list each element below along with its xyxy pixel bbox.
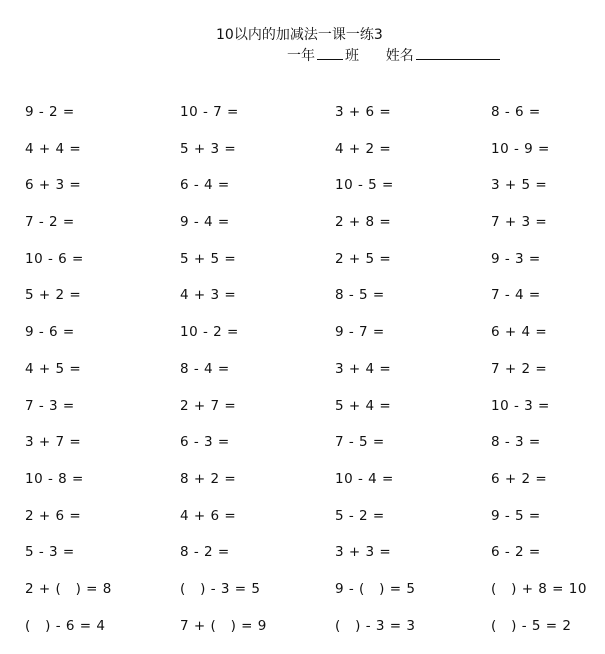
math-problem: 9 - 2 = <box>25 104 75 120</box>
grade-label: 一年 <box>287 48 315 64</box>
math-problem: 4 + 4 = <box>25 140 82 157</box>
math-problem: 10 - 8 = <box>25 470 84 487</box>
math-problem: 8 - 3 = <box>491 434 541 451</box>
name-blank[interactable] <box>416 45 500 60</box>
problem-row <box>25 434 600 471</box>
math-problem: 7 - 2 = <box>25 214 75 231</box>
math-problem: 10 - 7 = <box>180 104 239 120</box>
math-problem: 4 + 6 = <box>180 507 237 524</box>
math-problem: 6 - 2 = <box>491 544 541 561</box>
problem-row <box>25 618 600 654</box>
math-problem: 9 - 3 = <box>491 250 541 267</box>
math-problem: 2 + ( ) = 8 <box>25 580 112 597</box>
math-problem: 6 + 2 = <box>491 470 548 487</box>
math-problem: 5 - 3 = <box>25 544 75 561</box>
math-problem: 5 + 5 = <box>180 250 237 267</box>
problem-row <box>25 508 600 545</box>
math-problem: 6 + 4 = <box>491 324 548 341</box>
problem-row <box>25 251 600 288</box>
math-problem: 3 + 5 = <box>491 177 548 194</box>
math-problem: 5 + 3 = <box>180 140 237 157</box>
problem-row <box>25 177 600 214</box>
math-problem: 9 - 7 = <box>335 324 385 341</box>
math-problem: 10 - 4 = <box>335 470 394 487</box>
math-problem: 5 + 4 = <box>335 397 392 414</box>
math-problem: 3 + 4 = <box>335 360 392 377</box>
problem-row <box>25 544 600 581</box>
problem-row <box>25 398 600 435</box>
math-problem: 6 - 4 = <box>180 177 230 194</box>
math-problem: 2 + 5 = <box>335 250 392 267</box>
math-problem: 5 + 2 = <box>25 287 82 304</box>
problem-row <box>25 471 600 508</box>
problem-row <box>25 581 600 618</box>
math-problem: 8 - 5 = <box>335 287 385 304</box>
math-problem: 9 - ( ) = 5 <box>335 580 416 597</box>
math-problem: 9 - 4 = <box>180 214 230 231</box>
math-problem: 5 - 2 = <box>335 507 385 524</box>
math-problem: 8 - 4 = <box>180 360 230 377</box>
name-label: 姓名 <box>385 48 414 64</box>
math-problem: 6 + 3 = <box>25 177 82 194</box>
math-problem: 7 + ( ) = 9 <box>180 617 267 634</box>
problem-row <box>25 104 600 141</box>
math-problem: 4 + 3 = <box>180 287 237 304</box>
math-problem: 10 - 9 = <box>491 140 550 157</box>
math-problem: 3 + 3 = <box>335 544 392 561</box>
problem-row <box>25 324 600 361</box>
math-problem: 2 + 6 = <box>25 507 82 524</box>
math-problem: 7 - 5 = <box>335 434 385 451</box>
math-problem: 7 - 4 = <box>491 287 541 304</box>
math-problem: 7 - 3 = <box>25 397 75 414</box>
problem-row <box>25 287 600 324</box>
math-problem: 9 - 5 = <box>491 507 541 524</box>
math-problem: 10 - 3 = <box>491 397 550 414</box>
math-problem: 4 + 2 = <box>335 140 392 157</box>
math-problem: 10 - 6 = <box>25 250 84 267</box>
math-problem: 8 - 6 = <box>491 104 541 120</box>
math-problem: 7 + 2 = <box>491 360 548 377</box>
problem-row <box>25 361 600 398</box>
problem-grid <box>25 104 600 654</box>
math-problem: 4 + 5 = <box>25 360 82 377</box>
math-problem: ( ) - 3 = 5 <box>180 580 261 597</box>
math-problem: ( ) - 3 = 3 <box>335 617 416 634</box>
math-problem: 10 - 2 = <box>180 324 239 341</box>
math-problem: 8 - 2 = <box>180 544 230 561</box>
problem-row <box>25 141 600 178</box>
math-problem: 2 + 7 = <box>180 397 237 414</box>
student-info-line <box>287 45 500 65</box>
math-problem: 8 + 2 = <box>180 470 237 487</box>
math-problem: ( ) - 5 = 2 <box>491 617 572 634</box>
math-problem: 3 + 6 = <box>335 104 392 120</box>
worksheet-title: 10以内的加减法一课一练3 <box>216 27 383 43</box>
math-problem: 2 + 8 = <box>335 214 392 231</box>
math-problem: ( ) - 6 = 4 <box>25 617 106 634</box>
math-problem: ( ) + 8 = 10 <box>491 580 587 597</box>
math-problem: 3 + 7 = <box>25 434 82 451</box>
problem-row <box>25 214 600 251</box>
class-label: 班 <box>345 48 359 64</box>
math-problem: 9 - 6 = <box>25 324 75 341</box>
grade-class-blank[interactable] <box>317 45 343 60</box>
math-problem: 7 + 3 = <box>491 214 548 231</box>
math-problem: 10 - 5 = <box>335 177 394 194</box>
math-problem: 6 - 3 = <box>180 434 230 451</box>
